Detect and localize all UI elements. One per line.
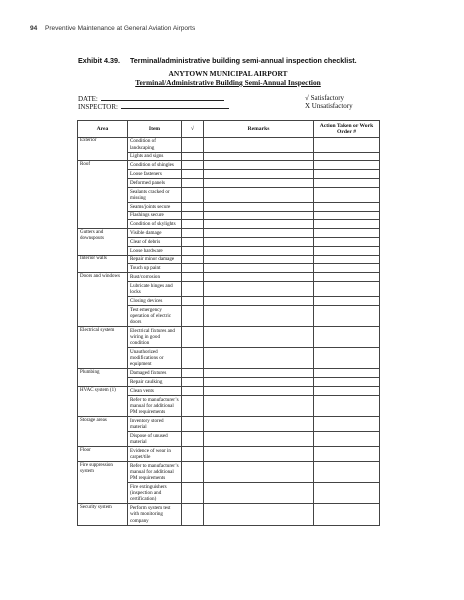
remarks-cell[interactable] [204, 504, 314, 525]
action-cell[interactable] [314, 305, 380, 326]
item-cell: Deformed panels [128, 178, 182, 187]
area-cell: Gutters and downspouts [78, 229, 128, 255]
remarks-cell[interactable] [204, 386, 314, 395]
action-cell[interactable] [314, 416, 380, 431]
item-cell: Fire extinguishers (inspection and certification) [128, 483, 182, 504]
item-cell: Condition of skylights [128, 220, 182, 229]
legend-satisfactory: √ Satisfactory [305, 94, 345, 102]
area-cell: Doors and windows [78, 273, 128, 327]
action-cell[interactable] [314, 281, 380, 296]
remarks-cell[interactable] [204, 296, 314, 305]
check-cell[interactable] [182, 483, 204, 504]
date-label: DATE: [78, 95, 98, 103]
remarks-cell[interactable] [204, 170, 314, 179]
action-cell[interactable] [314, 187, 380, 202]
area-cell: Interior walls [78, 255, 128, 273]
action-cell[interactable] [314, 255, 380, 264]
item-cell: Lubricate hinges and locks [128, 281, 182, 296]
check-cell[interactable] [182, 137, 204, 152]
remarks-cell[interactable] [204, 152, 314, 161]
check-cell[interactable] [182, 326, 204, 347]
remarks-cell[interactable] [204, 187, 314, 202]
item-cell: Closing devices [128, 296, 182, 305]
table-row [78, 137, 380, 152]
action-cell[interactable] [314, 386, 380, 395]
exhibit-number: Exhibit 4.39. [78, 56, 120, 65]
item-cell: Perform system test with monitoring company [128, 504, 182, 525]
action-cell[interactable] [314, 211, 380, 220]
item-cell: Clear of debris [128, 237, 182, 246]
item-cell: Rust/corrosion [128, 273, 182, 282]
check-cell[interactable] [182, 220, 204, 229]
exhibit-title: Terminal/administrative building semi-annual inspection checklist. [129, 56, 357, 65]
check-cell[interactable] [182, 446, 204, 461]
check-cell[interactable] [182, 211, 204, 220]
check-cell[interactable] [182, 281, 204, 296]
action-cell[interactable] [314, 483, 380, 504]
table-row [78, 369, 380, 378]
action-cell[interactable] [314, 504, 380, 525]
item-cell: Electrical fixtures and wiring in good condition [128, 326, 182, 347]
table-row [78, 416, 380, 431]
check-cell[interactable] [182, 237, 204, 246]
check-cell[interactable] [182, 461, 204, 482]
action-cell[interactable] [314, 178, 380, 187]
action-cell[interactable] [314, 246, 380, 255]
action-cell[interactable] [314, 348, 380, 369]
check-cell[interactable] [182, 161, 204, 170]
remarks-cell[interactable] [204, 461, 314, 482]
inspector-line [121, 102, 229, 109]
table-header-row [78, 121, 380, 138]
area-cell: Plumbing [78, 369, 128, 387]
check-cell[interactable] [182, 229, 204, 238]
item-cell: Loose hardware [128, 246, 182, 255]
check-cell[interactable] [182, 378, 204, 387]
check-cell[interactable] [182, 305, 204, 326]
action-cell[interactable] [314, 152, 380, 161]
table-row [78, 461, 380, 482]
check-cell[interactable] [182, 246, 204, 255]
table-row [78, 273, 380, 282]
remarks-cell[interactable] [204, 211, 314, 220]
inspector-field [78, 102, 229, 111]
header-item: Item [128, 121, 182, 138]
remarks-cell[interactable] [204, 237, 314, 246]
header-remarks: Remarks [204, 121, 314, 138]
table-row [78, 229, 380, 238]
remarks-cell[interactable] [204, 281, 314, 296]
action-cell[interactable] [314, 296, 380, 305]
header-check: √ [182, 121, 204, 138]
action-cell[interactable] [314, 369, 380, 378]
form-title: ANYTOWN MUNICIPAL AIRPORT [168, 69, 288, 78]
check-cell[interactable] [182, 416, 204, 431]
check-cell[interactable] [182, 202, 204, 211]
check-cell[interactable] [182, 386, 204, 395]
item-cell: Repair caulking [128, 378, 182, 387]
table-row [78, 161, 380, 170]
item-cell: Repair minor damage [128, 255, 182, 264]
inspector-label: INSPECTOR: [78, 103, 118, 111]
item-cell: Dispose of unused material [128, 431, 182, 446]
remarks-cell[interactable] [204, 137, 314, 152]
item-cell: Refer to manufacturer’s manual for additional PM requirements [128, 461, 182, 482]
area-cell: Security system [78, 504, 128, 525]
action-cell[interactable] [314, 326, 380, 347]
remarks-cell[interactable] [204, 446, 314, 461]
check-cell[interactable] [182, 504, 204, 525]
check-cell[interactable] [182, 264, 204, 273]
area-cell: Fire suppression system [78, 461, 128, 503]
check-cell[interactable] [182, 170, 204, 179]
remarks-cell[interactable] [204, 395, 314, 416]
exhibit-caption [78, 56, 357, 65]
page-number: 94 [30, 25, 38, 32]
check-cell[interactable] [182, 348, 204, 369]
remarks-cell[interactable] [204, 229, 314, 238]
check-cell[interactable] [182, 369, 204, 378]
action-cell[interactable] [314, 378, 380, 387]
check-cell[interactable] [182, 296, 204, 305]
remarks-cell[interactable] [204, 369, 314, 378]
action-cell[interactable] [314, 229, 380, 238]
action-cell[interactable] [314, 237, 380, 246]
item-cell: Loose fasteners [128, 170, 182, 179]
check-cell[interactable] [182, 273, 204, 282]
remarks-cell[interactable] [204, 220, 314, 229]
item-cell: Sealants cracked or missing [128, 187, 182, 202]
remarks-cell[interactable] [204, 202, 314, 211]
item-cell: Touch up paint [128, 264, 182, 273]
action-cell[interactable] [314, 461, 380, 482]
check-cell[interactable] [182, 431, 204, 446]
item-cell: Condition of landscaping [128, 137, 182, 152]
action-cell[interactable] [314, 161, 380, 170]
legend-unsatisfactory: X Unsatisfactory [305, 102, 353, 110]
inspection-table [77, 120, 380, 526]
item-cell: Damaged fixtures [128, 369, 182, 378]
running-head-title: Preventive Maintenance at General Aviation Airports [45, 25, 196, 32]
check-cell[interactable] [182, 395, 204, 416]
item-cell: Condition of shingles [128, 161, 182, 170]
action-cell[interactable] [314, 202, 380, 211]
area-cell: Roof [78, 161, 128, 229]
remarks-cell[interactable] [204, 246, 314, 255]
item-cell: Evidence of wear in carpet/tile [128, 446, 182, 461]
form-subtitle: Terminal/Administrative Building Semi-Annual Inspection [135, 78, 321, 87]
check-cell[interactable] [182, 152, 204, 161]
item-cell: Test emergency operation of electric doors [128, 305, 182, 326]
remarks-cell[interactable] [204, 348, 314, 369]
action-cell[interactable] [314, 264, 380, 273]
item-cell: Visible damage [128, 229, 182, 238]
remarks-cell[interactable] [204, 378, 314, 387]
running-head [30, 25, 195, 32]
remarks-cell[interactable] [204, 178, 314, 187]
check-cell[interactable] [182, 187, 204, 202]
remarks-cell[interactable] [204, 326, 314, 347]
item-cell: Unauthorized modifications or equipment [128, 348, 182, 369]
area-cell: Floor [78, 446, 128, 461]
area-cell: HVAC system (1) [78, 386, 128, 416]
table-row [78, 446, 380, 461]
remarks-cell[interactable] [204, 431, 314, 446]
action-cell[interactable] [314, 170, 380, 179]
remarks-cell[interactable] [204, 273, 314, 282]
action-cell[interactable] [314, 446, 380, 461]
remarks-cell[interactable] [204, 305, 314, 326]
table-row [78, 504, 380, 525]
area-cell: Exterior [78, 137, 128, 161]
table-row [78, 326, 380, 347]
action-cell[interactable] [314, 137, 380, 152]
header-action: Action Taken or Work Order # [314, 121, 380, 138]
remarks-cell[interactable] [204, 161, 314, 170]
item-cell: Clean vents [128, 386, 182, 395]
area-cell: Electrical system [78, 326, 128, 368]
remarks-cell[interactable] [204, 255, 314, 264]
item-cell: Inventory stored material [128, 416, 182, 431]
remarks-cell[interactable] [204, 264, 314, 273]
item-cell: Refer to manufacturer’s manual for additional PM requirements [128, 395, 182, 416]
area-cell: Storage areas [78, 416, 128, 446]
action-cell[interactable] [314, 395, 380, 416]
header-area: Area [78, 121, 128, 138]
item-cell: Flashings secure [128, 211, 182, 220]
item-cell: Seams/joints secure [128, 202, 182, 211]
item-cell: Lights and signs [128, 152, 182, 161]
table-row [78, 255, 380, 264]
date-line [101, 94, 224, 101]
check-cell[interactable] [182, 255, 204, 264]
action-cell[interactable] [314, 431, 380, 446]
remarks-cell[interactable] [204, 416, 314, 431]
remarks-cell[interactable] [204, 483, 314, 504]
table-body [78, 137, 380, 525]
action-cell[interactable] [314, 220, 380, 229]
table-row [78, 386, 380, 395]
check-cell[interactable] [182, 178, 204, 187]
action-cell[interactable] [314, 273, 380, 282]
